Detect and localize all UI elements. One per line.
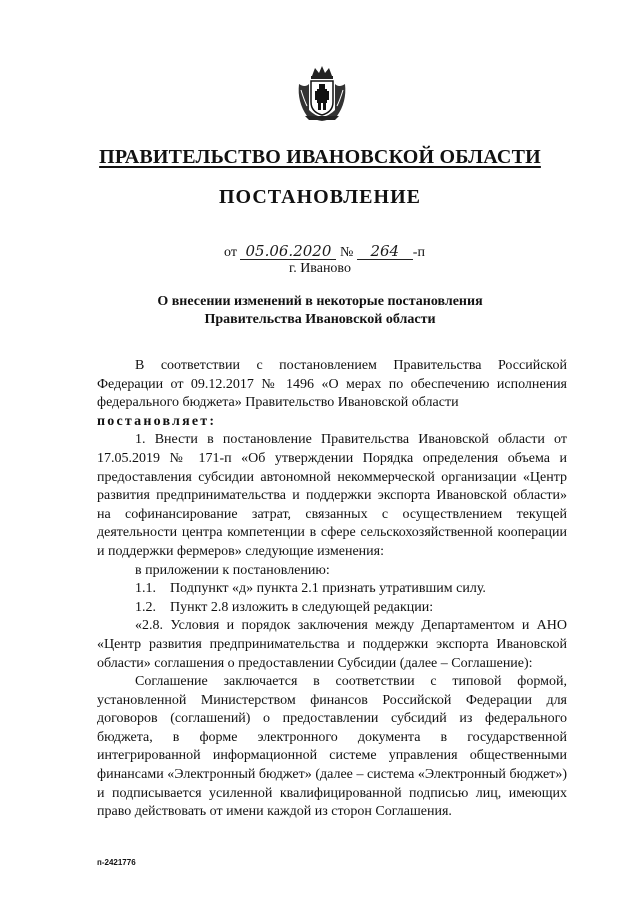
intro-paragraph: В соответствии с постановлением Правительства Российской Федерации от 09.12.2017 № 1496 «О мерах по обеспечению исполнения федерального бюджета» Правительство Ивановской области — [97, 358, 567, 411]
heading-line-2: Правительства Ивановской области — [204, 312, 436, 327]
date-number-line — [224, 243, 425, 261]
handwritten-number: 264 — [357, 243, 413, 260]
government-name: ПРАВИТЕЛЬСТВО ИВАНОВСКОЙ ОБЛАСТИ — [99, 146, 541, 168]
decree-word: постановляет: — [97, 413, 217, 429]
number-suffix: -п — [412, 245, 425, 260]
heading-line-1: О внесении изменений в некоторые постановления — [157, 294, 483, 309]
document-code: п-2421776 — [97, 858, 136, 867]
item-1-1: 1.1. Подпункт «д» пункта 2.1 признать утратившим силу. — [135, 581, 486, 597]
item-1: 1. Внести в постановление Правительства Ивановской области от 17.05.2019 № 171-п «Об утверждении Порядка определения объема и предоставления субсидии автономной некоммерческой организации «Центр развития предпринимательства и поддержки экспорта Ивановской области» на софинансирование затрат, связанных с осуществлением текущей деятельности центра компетенции в сфере сельскохозяйственной кооперации и поддержки фермеров» следующие изменения: — [97, 432, 567, 559]
city: г. Иваново — [289, 261, 351, 276]
appendix-line: в приложении к постановлению: — [135, 562, 330, 578]
item-1-2: 1.2. Пункт 2.8 изложить в следующей редакции: — [135, 599, 434, 615]
coat-of-arms-icon — [295, 66, 349, 122]
document-body — [97, 357, 567, 822]
number-prefix: № — [339, 245, 354, 260]
handwritten-date: 05.06.2020 — [240, 243, 336, 260]
agreement-paragraph: Соглашение заключается в соответствии с типовой формой, установленной Министерством финансов Российской Федерации для договоров (соглашений) о предоставлении субсидий из федерального бюджета, в форме электронного документа в государственной интегрированной информационной системе управления общественными финансами «Электронный бюджет» (далее – система «Электронный бюджет») и подписывается усиленной квалифицированной подписью лиц, имеющих право действовать от имени каждой из сторон Соглашения. — [97, 674, 567, 820]
document-heading — [0, 293, 640, 329]
date-prefix: от — [224, 245, 237, 260]
document-type: ПОСТАНОВЛЕНИЕ — [219, 186, 421, 208]
item-2-8: «2.8. Условия и порядок заключения между Департаментом и АНО «Центр развития предпринимательства и поддержки экспорта Ивановской области» соглашения о предоставлении Субсидии (далее – Соглашение): — [97, 618, 567, 671]
